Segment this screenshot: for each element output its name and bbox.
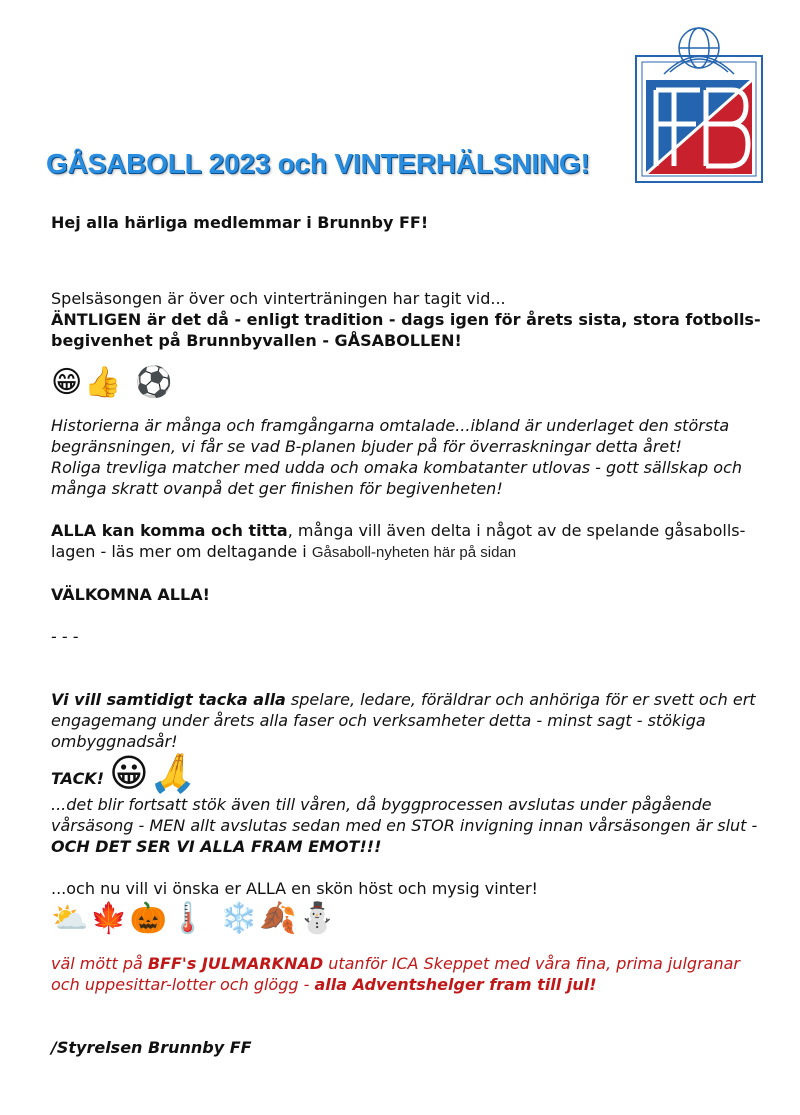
gasaboll-news-link[interactable]: Gåsaboll-nyheten här på sidan (311, 544, 517, 561)
market-text-3: utanför ICA Skeppet med våra fina, prima julgranar och uppesittar-lotter och glögg - (51, 954, 740, 994)
greeting: Hej alla härliga medlemmar i Brunnby FF! (51, 213, 429, 232)
brunnby-ff-crest-icon (634, 24, 764, 184)
article-body (51, 212, 766, 1058)
emoji-row-seasons: ⛅🍁🎃🌡️ ❄️🍂⛄ (51, 901, 339, 936)
intro-line: Spelsäsongen är över och vinterträningen har tagit vid... (51, 289, 506, 308)
market-text-1: väl mött på (51, 954, 148, 973)
christmas-market-paragraph (51, 953, 766, 995)
market-dates: alla Adventshelger fram till jul! (314, 975, 597, 994)
market-name: BFF's JULMARKNAD (147, 954, 324, 973)
welcome-text: VÄLKOMNA ALLA! (51, 585, 210, 604)
thanks-rest-text: spelare, ledare, föräldrar och anhöriga för er svett och ert engagemang under årets alla faser och verksamheter detta - minst sagt - stökiga ombyggnadsår! (51, 690, 756, 751)
history-text: Historierna är många och framgångarna omtalade...ibland är underlaget den största begränsningen, vi får se vad B-planen bjuder på för överraskningar detta året! (51, 416, 730, 456)
separator: - - - (51, 627, 79, 646)
tack-text: TACK! (51, 769, 104, 788)
signature: /Styrelsen Brunnby FF (51, 1038, 252, 1057)
spring-paragraph (51, 794, 766, 857)
highlight-text: ÄNTLIGEN är det då - enligt tradition - dags igen för årets sista, stora fotbolls-begivenhet på Brunnbyvallen - GÅSABOLLEN! (51, 310, 761, 350)
page-title: GÅSABOLL 2023 och VINTERHÄLSNING! (46, 148, 590, 179)
emoji-row-celebration: 😁👍 ⚽ (51, 365, 175, 400)
tack-emoji: 😀🙏 (109, 751, 197, 795)
all-rest-text: , många vill även delta i något av de spelande gåsabolls-lagen - läs mer om deltagande i (51, 521, 746, 561)
all-can-come-paragraph (51, 520, 766, 563)
all-bold-text: ALLA kan komma och titta (51, 521, 288, 540)
thanks-bold-text: Vi vill samtidigt tacka alla (51, 690, 286, 709)
wish-text: ...och nu vill vi önska er ALLA en skön höst och mysig vinter! (51, 879, 538, 898)
thanks-paragraph (51, 689, 766, 752)
spring-bold-text: OCH DET SER VI ALLA FRAM EMOT!!! (51, 837, 382, 856)
spring-text: ...det blir fortsatt stök även till våren, då byggprocessen avslutas under pågående vårsäsong - MEN allt avslutas sedan med en STOR invigning innan vårsäsongen är slut - (51, 795, 758, 835)
tack-line (51, 752, 766, 794)
fun-text: Roliga trevliga matcher med udda och omaka kombatanter utlovas - gott sällskap och många skratt ovanpå det ger finishen för begivenheten! (51, 458, 743, 498)
